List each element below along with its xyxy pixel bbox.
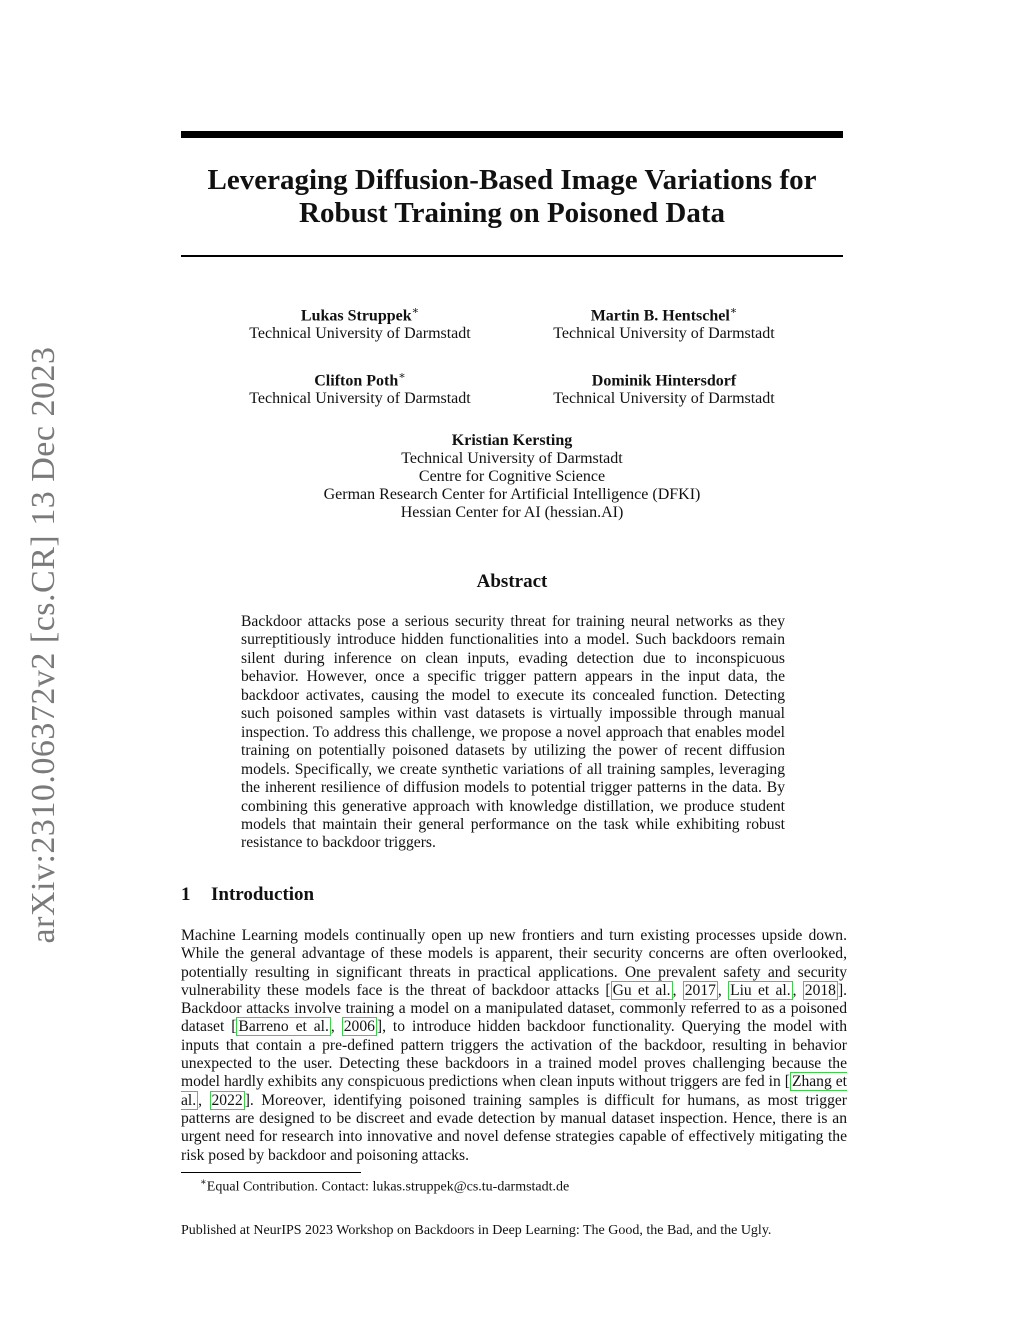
author-name: Martin B. Hentschel∗: [590, 305, 738, 325]
author-block-2: [514, 302, 814, 343]
author-affiliation: Hessian Center for AI (hessian.AI): [400, 504, 624, 521]
publication-note: Published at NeurIPS 2023 Workshop on Backdoors in Deep Learning: The Good, the Bad, and the Ugly.: [181, 1223, 772, 1238]
footnote-rule: [181, 1172, 361, 1173]
paragraph-text: Machine Learning models continually open up new frontiers and turn existing processes upside down. While the general advantage of these models is apparent, their security concerns are often overlooked, potentially resulting in significant threats in practical applications. One prevalent safety and security vulnerability these models face is the threat of backdoor attacks [: [181, 927, 847, 999]
paper-title-line-1: Leveraging Diffusion-Based Image Variations for: [207, 164, 817, 196]
author-name: Lukas Struppek∗: [300, 305, 420, 325]
author-name: Clifton Poth∗: [314, 370, 406, 390]
section-number: 1: [181, 884, 191, 905]
title-top-rule: [181, 131, 843, 138]
paper-title: [181, 164, 843, 230]
paragraph-text: ]. Moreover, identifying poisoned training samples is difficult for humans, as most trigger patterns are designed to be discreet and evade detection by manual dataset inspection. Hence, there is an urgent need for research into innovative and novel defense strategies capable of effectively mitigating the risk posed by backdoor and poisoning attacks.: [181, 1091, 848, 1164]
citation-link[interactable]: Liu et al.: [730, 981, 791, 999]
arxiv-identifier: [24, 346, 64, 944]
author-block-1: [210, 302, 510, 343]
citation-link[interactable]: Barreno et al.: [238, 1018, 329, 1036]
citation-link[interactable]: 2017: [684, 981, 716, 999]
author-block-4: [514, 367, 814, 408]
author-affiliation: Technical University of Darmstadt: [553, 325, 775, 343]
author-affiliation: Centre for Cognitive Science: [418, 468, 606, 485]
citation-link[interactable]: 2006: [343, 1018, 375, 1036]
title-bottom-rule: [181, 255, 843, 257]
abstract-body: Backdoor attacks pose a serious security threat for training neural networks as they surreptitiously introduce hidden functionalities into a model. Such backdoors remain silent during inference on clean inputs, evading detection due to inconspicuous behavior. However, once a specific trigger pattern appears in the input data, the backdoor activates, causing the model to execute its concealed function. Detecting such poisoned samples within vast datasets is virtually impossible through manual inspection. To address this challenge, we propose a novel approach that enables model training on potentially poisoned datasets by utilizing the power of recent diffusion models. Specifically, we create synthetic variations of all training samples, leveraging the inherent resilience of diffusion models to potential trigger patterns in the data. By combining this generative approach with knowledge distillation, we produce student models that maintain their general performance on the task while exhibiting robust resistance to backdoor triggers.: [241, 613, 785, 852]
author-affiliation: Technical University of Darmstadt: [553, 390, 775, 408]
citation-link[interactable]: 2022: [211, 1091, 243, 1109]
citation-link[interactable]: Gu et al.: [612, 981, 671, 999]
author-block-5: [262, 432, 762, 522]
citation-link[interactable]: Zhang et al.: [181, 1073, 847, 1109]
section-title: Introduction: [211, 884, 315, 905]
abstract-heading: Abstract: [476, 571, 548, 592]
paragraph-text: ]. Backdoor attacks involve training a model on a manipulated dataset, commonly referred to as a poisoned dataset [: [181, 981, 848, 1036]
arxiv-identifier-text: arXiv:2310.06372v2 [cs.CR] 13 Dec 2023: [25, 346, 62, 944]
citation-link[interactable]: 2018: [804, 981, 836, 999]
section-heading-introduction: [181, 884, 314, 906]
footnote-text: Equal Contribution. Contact: lukas.struppek@cs.tu-darmstadt.de: [206, 1179, 570, 1195]
footnote: [200, 1177, 569, 1196]
author-affiliation: German Research Center for Artificial Intelligence (DFKI): [323, 486, 701, 503]
author-name: Dominik Hintersdorf: [591, 372, 737, 390]
introduction-paragraph: Machine Learning models continually open up new frontiers and turn existing processes upside down. While the general advantage of these models is apparent, their security concerns are often overlooked, potentially resulting in significant threats in practical applications. One prevalent safety and security vulnerability these models face is the threat of backdoor attacks [ Gu et al. , 2017 , Liu et al. , 2018 ]. Backdoor attacks involve training a model on a manipulated dataset, commonly referred to as a poisoned dataset [ Barreno et al. , 2006 ], to introduce hidden backdoor functionality. Querying the model with inputs that contain a pre-defined pattern triggers the activation of the backdoor, resulting in behavior unexpected to the user. Detecting these backdoors in a trained model proves challenging because the model hardly exhibits any conspicuous predictions when clean inputs without triggers are fed in [ Zhang et al. , 2022 ]. Moreover, identifying poisoned training samples is difficult for humans, as most trigger patterns are designed to be discreet and evade detection by manual dataset inspection. Hence, there is an urgent need for research into innovative and novel defense strategies capable of effectively mitigating the risk posed by backdoor and poisoning attacks.: [181, 927, 848, 1164]
author-affiliation: Technical University of Darmstadt: [249, 390, 471, 408]
paper-title-line-2: Robust Training on Poisoned Data: [299, 197, 725, 229]
author-name: Kristian Kersting: [451, 432, 573, 449]
author-affiliation: Technical University of Darmstadt: [249, 325, 471, 343]
paragraph-text: ], to introduce hidden backdoor functionality. Querying the model with inputs that contain a pre-defined pattern triggers the activation of the backdoor, resulting in behavior unexpected to the user. Detecting these backdoors in a trained model proves challenging because the model hardly exhibits any conspicuous predictions when clean inputs without triggers are fed in [: [181, 1018, 848, 1091]
author-block-3: [210, 367, 510, 408]
footnote-mark: ∗: [200, 1177, 207, 1188]
author-affiliation: Technical University of Darmstadt: [401, 450, 623, 467]
